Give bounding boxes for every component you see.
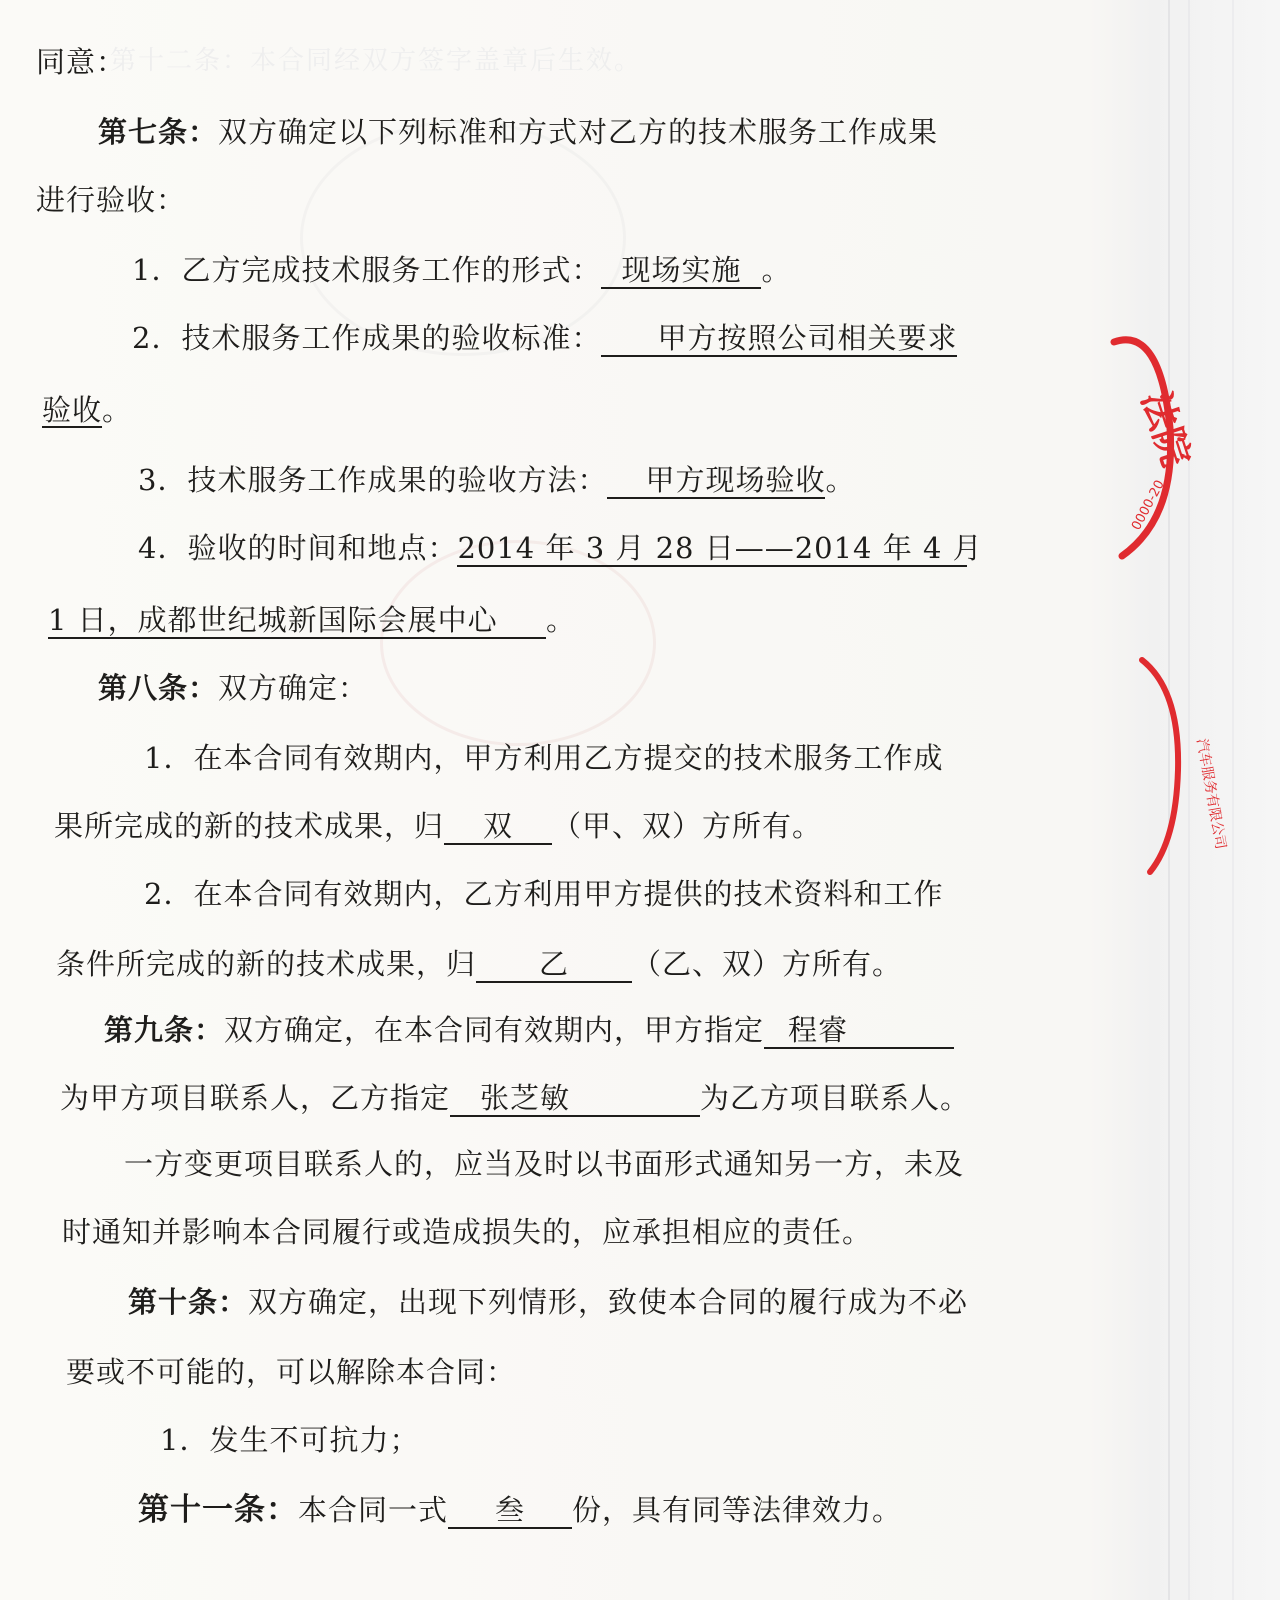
line bbox=[56, 944, 902, 984]
article-10-item-1 bbox=[160, 1420, 419, 1460]
filled-blank: 双 bbox=[444, 809, 552, 845]
filled-blank: 现场实施 bbox=[601, 253, 761, 289]
text: 1．在本合同有效期内，甲方利用乙方提交的技术服务工作成 bbox=[144, 741, 944, 775]
article-title: 第十一条： bbox=[138, 1492, 298, 1528]
text: 时通知并影响本合同履行或造成损失的，应承担相应的责任。 bbox=[62, 1215, 873, 1249]
article-title: 第九条： bbox=[104, 1013, 225, 1047]
show-through-text: 第十二条：本合同经双方签字盖章后生效。 bbox=[110, 46, 643, 76]
page-edge bbox=[1232, 0, 1234, 1600]
text: 。 bbox=[546, 603, 577, 637]
text: 3．技术服务工作成果的验收方法： bbox=[138, 463, 608, 497]
text: （甲、双）方所有。 bbox=[552, 809, 823, 843]
filled-blank: 乙 bbox=[476, 947, 632, 983]
text: 。 bbox=[761, 253, 792, 287]
article-title: 第十条： bbox=[128, 1285, 249, 1319]
text: 同意： bbox=[36, 45, 127, 79]
article-7-item-4 bbox=[138, 528, 983, 568]
line bbox=[42, 390, 132, 430]
filled-blank: 张芝敏 bbox=[450, 1081, 700, 1117]
company-seal-icon bbox=[1130, 650, 1229, 880]
article-title: 第八条： bbox=[98, 671, 219, 705]
text: 2．在本合同有效期内，乙方利用甲方提供的技术资料和工作 bbox=[144, 877, 944, 911]
article-10-heading bbox=[128, 1282, 968, 1322]
line bbox=[54, 806, 822, 846]
text: 要或不可能的，可以解除本合同： bbox=[66, 1355, 517, 1389]
filled-blank: 叁 bbox=[448, 1493, 572, 1529]
text: 为甲方项目联系人，乙方指定 bbox=[60, 1081, 451, 1115]
filled-blank: 程睿 bbox=[764, 1013, 954, 1049]
text: 条件所完成的新的技术成果，归 bbox=[56, 947, 477, 981]
article-7-item-1 bbox=[132, 250, 791, 290]
show-through-seal bbox=[380, 540, 656, 746]
article-7-heading bbox=[98, 112, 938, 152]
seal-text: 汽车服务有限公司 bbox=[1193, 737, 1229, 851]
text: 双方确定以下列标准和方式对乙方的技术服务工作成果 bbox=[218, 115, 939, 149]
filled-blank: 甲方按照公司相关要求 bbox=[601, 321, 957, 357]
article-11-heading bbox=[138, 1490, 902, 1530]
text: 1．发生不可抗力； bbox=[160, 1423, 420, 1457]
court-seal-icon bbox=[1100, 318, 1200, 568]
article-8-heading bbox=[98, 668, 368, 708]
text: 果所完成的新的技术成果，归 bbox=[54, 809, 445, 843]
filled-blank: 1 日，成都世纪城新国际会展中心 bbox=[48, 603, 546, 639]
text: 。 bbox=[102, 393, 133, 427]
line bbox=[124, 1144, 964, 1184]
line bbox=[60, 1078, 970, 1118]
line bbox=[66, 1352, 516, 1392]
article-7-item-2 bbox=[132, 318, 957, 358]
filled-blank: 甲方现场验收 bbox=[607, 463, 825, 499]
text: 双方确定，在本合同有效期内，甲方指定 bbox=[224, 1013, 765, 1047]
text: 2．技术服务工作成果的验收标准： bbox=[132, 321, 602, 355]
article-title: 第七条： bbox=[98, 115, 219, 149]
seal-text: 法院 bbox=[1133, 385, 1200, 472]
text: 双方确定，出现下列情形，致使本合同的履行成为不必 bbox=[248, 1285, 969, 1319]
text: 。 bbox=[825, 463, 856, 497]
line-agree bbox=[36, 42, 126, 82]
line bbox=[62, 1212, 872, 1252]
text: 为乙方项目联系人。 bbox=[700, 1081, 971, 1115]
line bbox=[36, 180, 186, 220]
article-9-heading bbox=[104, 1010, 954, 1050]
filled-blank: 2014 年 3 月 28 日——2014 年 4 月 bbox=[457, 531, 983, 565]
text: 4．验收的时间和地点： bbox=[138, 531, 458, 565]
article-8-item-2 bbox=[144, 874, 943, 914]
text: 进行验收： bbox=[36, 183, 187, 217]
text: 本合同一式 bbox=[298, 1493, 449, 1527]
text: 一方变更项目联系人的，应当及时以书面形式通知另一方，未及 bbox=[124, 1147, 965, 1181]
text: （乙、双）方所有。 bbox=[632, 947, 903, 981]
text: 份，具有同等法律效力。 bbox=[572, 1493, 903, 1527]
line bbox=[48, 600, 576, 640]
text: 双方确定： bbox=[218, 671, 369, 705]
filled-blank: 验收 bbox=[42, 393, 103, 427]
article-7-item-3 bbox=[138, 460, 855, 500]
seal-code: 0000-20 bbox=[1129, 477, 1168, 533]
article-8-item-1 bbox=[144, 738, 943, 778]
text: 1．乙方完成技术服务工作的形式： bbox=[132, 253, 602, 287]
